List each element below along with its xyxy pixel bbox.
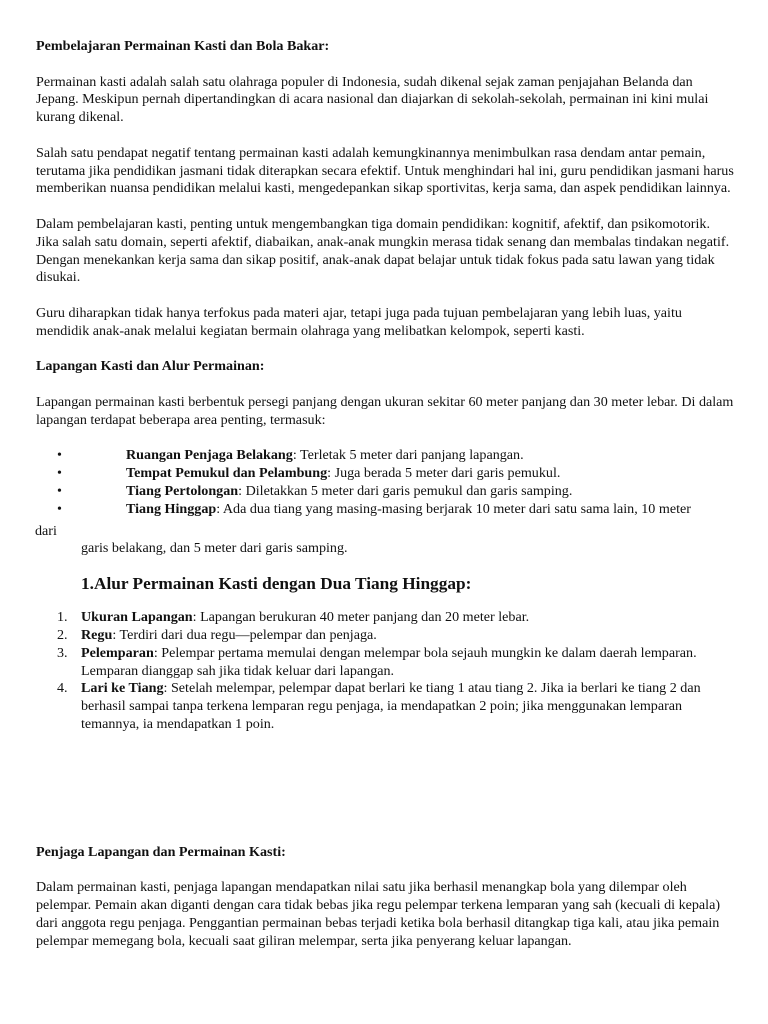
bullet-text: : Terletak 5 meter dari panjang lapangan. bbox=[292, 447, 524, 464]
area-bullet-list bbox=[36, 447, 736, 518]
bullet-icon: • bbox=[57, 500, 62, 517]
list-item bbox=[36, 680, 736, 733]
section-heading-penjaga: Penjaga Lapangan dan Permainan Kasti: bbox=[36, 843, 286, 860]
list-item bbox=[36, 483, 736, 501]
subheading-alur-permainan: 1.Alur Permainan Kasti dengan Dua Tiang Hinggap: bbox=[81, 574, 472, 594]
step-term: Lari ke Tiang bbox=[81, 680, 164, 697]
step-text: : Lapangan berukuran 40 meter panjang dan 20 meter lebar. bbox=[192, 609, 530, 626]
step-text: : Terdiri dari dua regu—pelempar dan penjaga. bbox=[112, 626, 377, 643]
bullet-text: : Diletakkan 5 meter dari garis pemukul dan garis samping. bbox=[238, 482, 573, 499]
list-item bbox=[36, 465, 736, 483]
step-number: 4. bbox=[57, 680, 68, 697]
bullet-icon: • bbox=[57, 482, 62, 499]
step-term: Pelemparan bbox=[81, 644, 154, 661]
bullet-term: Tempat Pemukul dan Pelambung bbox=[126, 465, 328, 482]
list-item bbox=[36, 645, 736, 681]
step-text: : Pelempar pertama memulai dengan melempar bola sejauh mungkin ke dalam daerah lemparan. Lemparan dianggap sah jika tidak keluar dari lapangan. bbox=[81, 644, 697, 679]
list-item bbox=[36, 609, 736, 627]
step-number: 3. bbox=[57, 644, 68, 661]
step-number: 2. bbox=[57, 626, 68, 643]
intro-paragraph-1: Permainan kasti adalah salah satu olahraga populer di Indonesia, sudah dikenal sejak zaman penjajahan Belanda dan Jepang. Meskipun pernah dipertandingkan di acara nasional dan diajarkan di sekolah-sekolah, permainan ini kini mulai kurang dikenal. bbox=[36, 73, 709, 126]
step-number: 1. bbox=[57, 609, 68, 626]
bullet-term: Ruangan Penjaga Belakang bbox=[126, 447, 293, 464]
section-heading-lapangan: Lapangan Kasti dan Alur Permainan: bbox=[36, 358, 265, 375]
bullet-continuation-text: garis belakang, dan 5 meter dari garis samping. bbox=[81, 540, 348, 557]
bullet-text: : Ada dua tiang yang masing-masing berjarak 10 meter dari satu sama lain, 10 meter bbox=[216, 500, 691, 517]
document-title: Pembelajaran Permainan Kasti dan Bola Bakar: bbox=[36, 38, 330, 54]
list-item bbox=[36, 501, 736, 519]
intro-paragraph-3: Dalam pembelajaran kasti, penting untuk mengembangkan tiga domain pendidikan: kognitif, afektif, dan psikomotorik. Jika salah satu domain, seperti afektif, diabaikan, anak-anak mungkin merasa tidak senang dan membalas tindakan negatif. Dengan menekankan kerja sama dan sikap positif, anak-anak dapat belajar untuk tidak fokus pada satu lawan yang tidak disukai. bbox=[36, 215, 730, 286]
intro-paragraph-4: Guru diharapkan tidak hanya terfokus pada materi ajar, tetapi juga pada tujuan pembelajaran yang lebih luas, yaitu mendidik anak-anak melalui kegiatan bermain olahraga yang melibatkan kelompok, seperti kasti. bbox=[36, 304, 682, 339]
list-item bbox=[36, 627, 736, 645]
bullet-term: Tiang Pertolongan bbox=[126, 482, 239, 499]
lapangan-paragraph: Lapangan permainan kasti berbentuk persegi panjang dengan ukuran sekitar 60 meter panjang dan 30 meter lebar. Di dalam lapangan terdapat beberapa area penting, termasuk: bbox=[36, 393, 734, 428]
step-term: Ukuran Lapangan bbox=[81, 609, 193, 626]
bullet-term: Tiang Hinggap bbox=[126, 500, 217, 517]
list-item bbox=[36, 447, 736, 465]
bullet-overflow-text: dari bbox=[35, 522, 57, 539]
bullet-text: : Juga berada 5 meter dari garis pemukul. bbox=[327, 465, 561, 482]
step-text: : Setelah melempar, pelempar dapat berlari ke tiang 1 atau tiang 2. Jika ia berlari ke tiang 2 dan berhasil sampai tanpa terkena lemparan regu penjaga, ia mendapatkan 2 poin; jika menggunakan lemparan temannya, ia mendapatkan 1 poin. bbox=[81, 680, 701, 732]
document-page bbox=[36, 38, 736, 968]
bullet-icon: • bbox=[57, 447, 62, 464]
steps-list bbox=[36, 609, 736, 734]
penjaga-paragraph: Dalam permainan kasti, penjaga lapangan mendapatkan nilai satu jika berhasil menangkap bola yang dilempar oleh pelempar. Pemain akan diganti dengan cara tidak bebas jika regu pelempar terkena lemparan yang sah (kecuali di kepala) dari anggota regu penjaga. Penggantian permainan bebas terjadi ketika bola berhasil ditangkap tiga kali, atau jika pemain pelempar memegang bola, kecuali saat giliran melempar, serta jika penyerang keluar lapangan. bbox=[36, 879, 721, 949]
intro-paragraph-2: Salah satu pendapat negatif tentang permainan kasti adalah kemungkinannya menimbulkan rasa dendam antar pemain, terutama jika pendidikan jasmani tidak diterapkan secara efektif. Untuk menghindari hal ini, guru pendidikan jasmani harus memberikan nuansa pendidikan melalui kasti, mengedepankan sikap sportivitas, kerja sama, dan aspek pendidikan lainnya. bbox=[36, 144, 734, 197]
bullet-icon: • bbox=[57, 465, 62, 482]
page-spacer bbox=[36, 734, 736, 844]
step-term: Regu bbox=[81, 626, 113, 643]
